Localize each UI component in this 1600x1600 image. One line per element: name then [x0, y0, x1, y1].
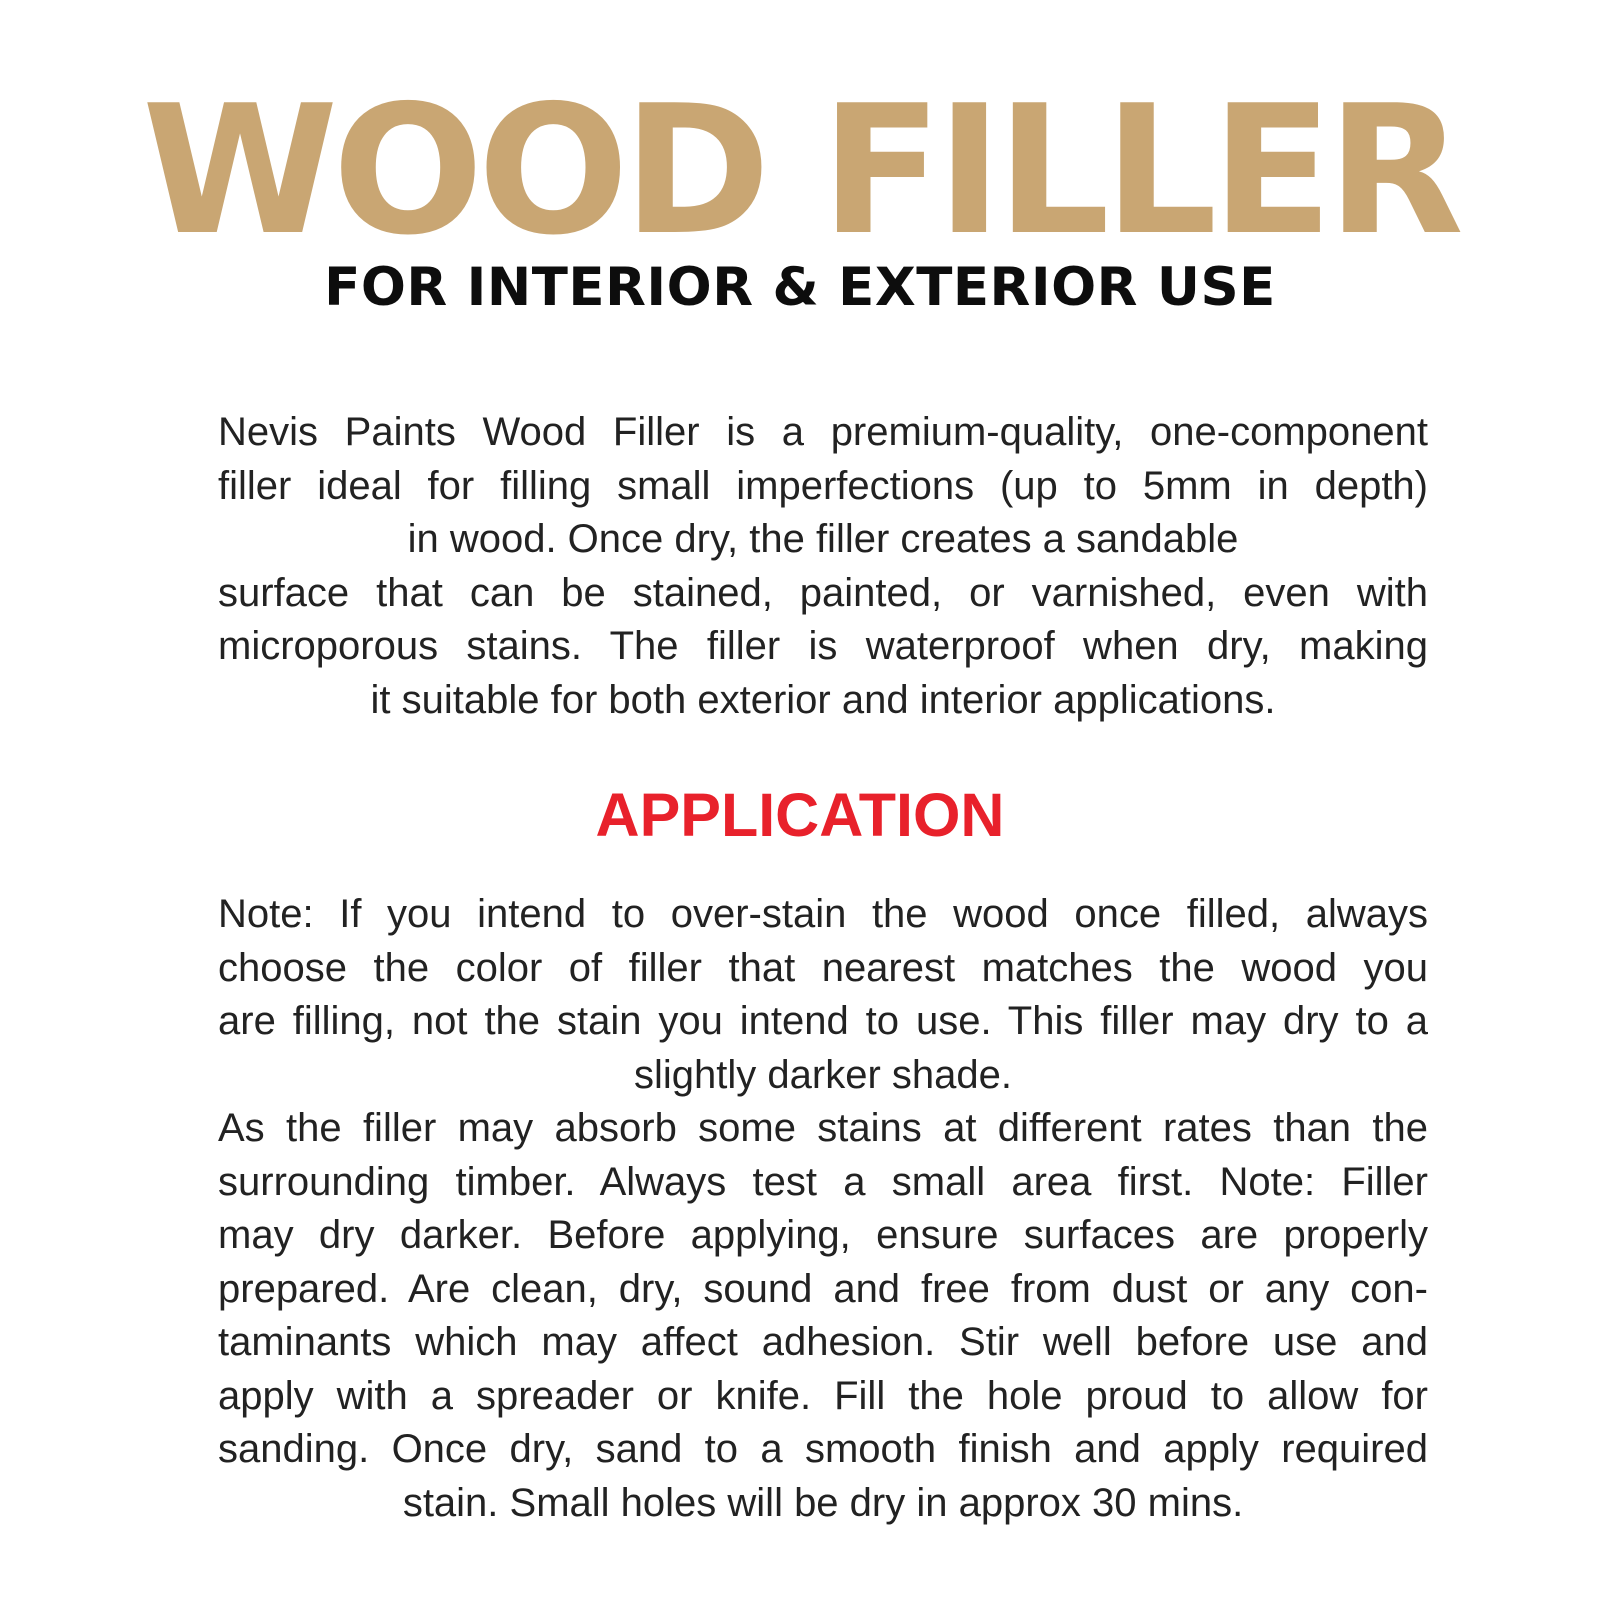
application-heading: APPLICATION — [595, 781, 1005, 849]
application-line: slightly darker shade. — [634, 1052, 1012, 1097]
application-line: choose the color of filler that nearest matches the wood you — [218, 945, 1428, 990]
application-line: sanding. Once dry, sand to a smooth finish and apply required — [218, 1427, 1428, 1471]
intro-line: in wood. Once dry, the filler creates a sandable — [407, 517, 1239, 561]
page-title: WOOD FILLER — [141, 67, 1459, 274]
page-subtitle: FOR INTERIOR & EXTERIOR USE — [324, 257, 1276, 318]
application-paragraph — [218, 888, 1428, 1530]
intro-line: microporous stains. The filler is waterproof when dry, making — [218, 624, 1428, 668]
application-line: surrounding timber. Always test a small area first. Note: Filler — [218, 1159, 1428, 1204]
intro-line: surface that can be stained, painted, or varnished, even with — [218, 570, 1428, 615]
application-line: Note: If you intend to over-stain the wood once filled, always — [218, 892, 1428, 936]
application-line: are filling, not the stain you intend to use. This filler may dry to a — [218, 999, 1428, 1043]
intro-paragraph — [218, 406, 1428, 727]
intro-line: filler ideal for filling small imperfections (up to 5mm in depth) — [218, 463, 1428, 508]
application-line: taminants which may affect adhesion. Stir well before use and — [218, 1320, 1428, 1364]
application-line: stain. Small holes will be dry in approx 30 mins. — [402, 1480, 1244, 1525]
application-line: As the filler may absorb some stains at different rates than the — [218, 1106, 1428, 1150]
application-line: prepared. Are clean, dry, sound and free from dust or any con- — [218, 1266, 1428, 1311]
intro-line: Nevis Paints Wood Filler is a premium-quality, one-component — [218, 410, 1428, 454]
application-line: may dry darker. Before applying, ensure surfaces are properly — [218, 1213, 1428, 1257]
intro-line: it suitable for both exterior and interior applications. — [370, 677, 1276, 722]
application-line: apply with a spreader or knife. Fill the hole proud to allow for — [218, 1373, 1428, 1418]
